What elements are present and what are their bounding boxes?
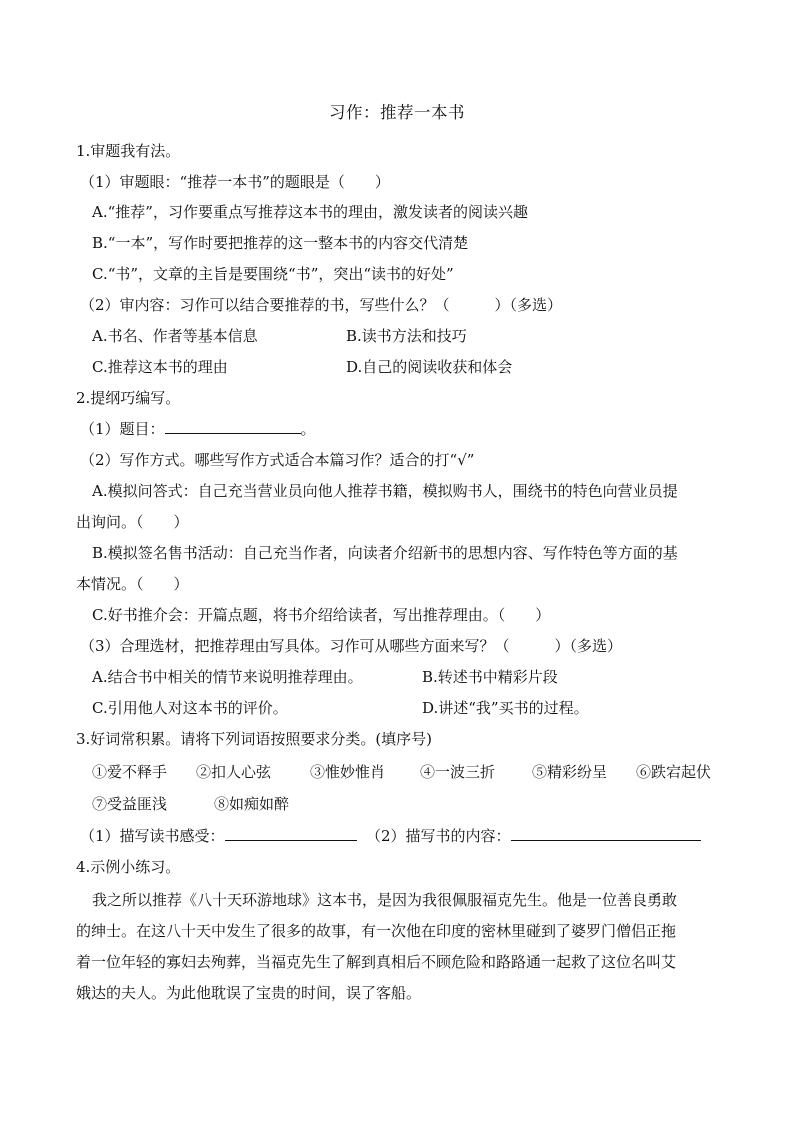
option-2-2-b-line2: 本情况。（ ） [76, 575, 189, 593]
page-title: 习作：推荐一本书 [329, 103, 465, 122]
question-2-1-suffix: 。 [300, 420, 316, 438]
option-1-1-a: A.“推荐”，习作要重点写推荐这本书的理由，激发读者的阅读兴趣 [92, 203, 528, 221]
option-1-2-b: B.读书方法和技巧 [346, 327, 467, 345]
section-2-heading: 2.提纲巧编写。 [76, 389, 181, 407]
word-item: ⑥跌宕起伏 [636, 763, 712, 781]
option-2-3-d: D.讲述“我”买书的过程。 [422, 699, 589, 717]
question-2-3: （3）合理选材，把推荐理由写具体。习作可从哪些方面来写？（ ）（多选） [80, 637, 623, 655]
word-item: ④一波三折 [420, 763, 496, 781]
option-1-1-b: B.“一本”，写作时要把推荐的这一整本书的内容交代清楚 [92, 234, 469, 252]
option-2-2-a-line2: 出询问。（ ） [76, 513, 189, 531]
question-3-1 [80, 826, 357, 846]
option-1-2-a: A.书名、作者等基本信息 [92, 327, 258, 345]
question-2-1-label: （1）题目： [80, 420, 165, 438]
word-item: ⑤精彩纷呈 [532, 763, 608, 781]
option-2-2-b-line1: B.模拟签名售书活动：自己充当作者，向读者介绍新书的思想内容、写作特色等方面的基 [92, 544, 678, 562]
option-1-1-c: C.“书”，文章的主旨是要围绕“书”，突出“读书的好处” [92, 265, 454, 283]
title-answer-blank[interactable] [165, 419, 301, 434]
word-item: ⑦受益匪浅 [92, 795, 168, 813]
question-3-2-label: （2）描写书的内容： [366, 827, 511, 845]
word-item: ⑧如痴如醉 [214, 795, 290, 813]
option-2-2-c: C.好书推介会：开篇点题，将书介绍给读者，写出推荐理由。（ ） [92, 606, 551, 624]
option-2-3-a: A.结合书中相关的情节来说明推荐理由。 [92, 668, 363, 686]
example-paragraph-line: 着一位年轻的寡妇去殉葬，当福克先生了解到真相后不顾危险和路路通一起救了这位名叫艾 [76, 953, 677, 971]
question-2-2: （2）写作方式。哪些写作方式适合本篇习作？适合的打“√” [80, 451, 475, 469]
question-3-2 [366, 826, 701, 846]
word-item: ③惟妙惟肖 [310, 763, 386, 781]
section-3-heading: 3.好词常积累。请将下列词语按照要求分类。(填序号) [76, 730, 433, 748]
example-paragraph-line: 的绅士。在这八十天中发生了很多的故事，有一次他在印度的密林里碰到了婆罗门僧侣正拖 [76, 922, 677, 940]
question-1-2: （2）审内容：习作可以结合要推荐的书，写些什么？（ ）（多选） [80, 296, 563, 314]
example-paragraph-line: 我之所以推荐《八十天环游地球》这本书，是因为我很佩服福克先生。他是一位善良勇敢 [92, 891, 678, 909]
option-1-2-c: C.推荐这本书的理由 [92, 358, 228, 376]
section-4-heading: 4.示例小练习。 [76, 858, 181, 876]
question-2-1 [80, 419, 316, 439]
question-1-1: （1）审题眼：“推荐一本书”的题眼是（ ） [80, 173, 390, 191]
example-paragraph-line: 娥达的夫人。为此他耽误了宝贵的时间，误了客船。 [76, 984, 422, 1002]
book-content-blank[interactable] [511, 826, 701, 841]
word-item: ②扣人心弦 [196, 763, 272, 781]
option-2-2-a-line1: A.模拟问答式：自己充当营业员向他人推荐书籍，模拟购书人，围绕书的特色向营业员提 [92, 482, 678, 500]
section-1-heading: 1.审题我有法。 [76, 142, 181, 160]
option-2-3-b: B.转述书中精彩片段 [422, 668, 558, 686]
question-3-1-label: （1）描写读书感受： [80, 827, 225, 845]
word-item: ①爱不释手 [92, 763, 168, 781]
option-2-3-c: C.引用他人对这本书的评价。 [92, 699, 288, 717]
reading-feeling-blank[interactable] [225, 826, 357, 841]
option-1-2-d: D.自己的阅读收获和体会 [346, 358, 513, 376]
